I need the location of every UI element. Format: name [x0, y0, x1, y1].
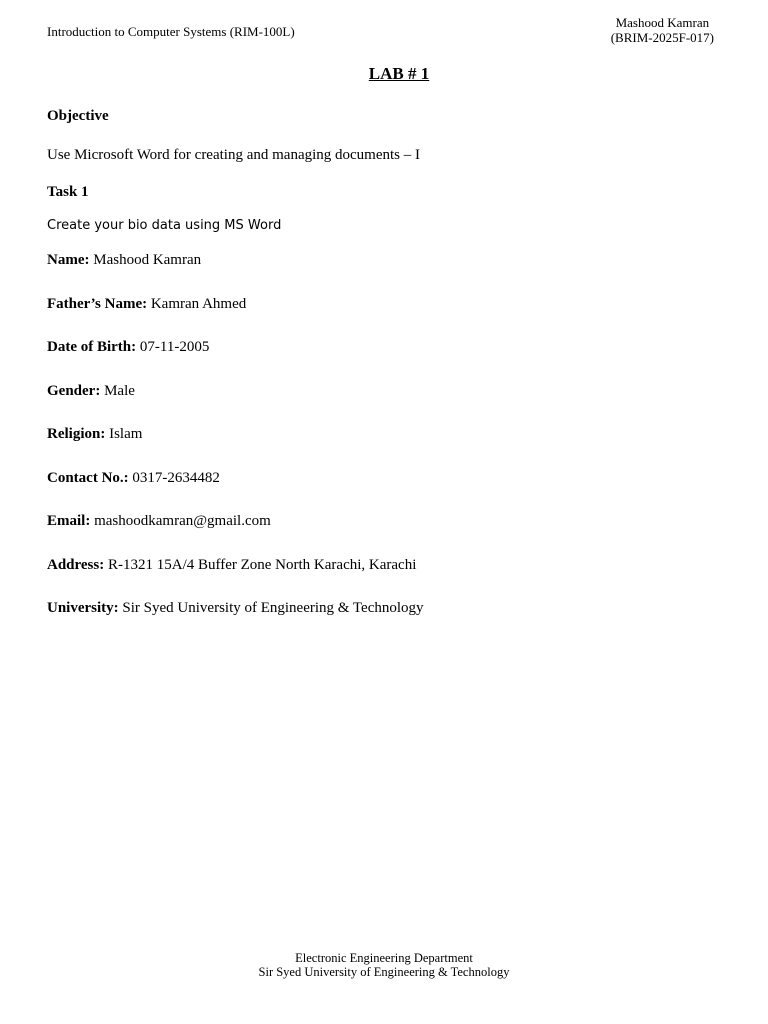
bio-value: R-1321 15A/4 Buffer Zone North Karachi, Karachi: [107, 556, 417, 573]
bio-value: Islam: [109, 426, 143, 442]
objective-heading: Objective: [47, 108, 109, 124]
bio-row-university: [47, 599, 424, 643]
bio-value: mashoodkamran@gmail.com: [94, 513, 271, 529]
bio-value: 07-11-2005: [139, 339, 210, 355]
page-footer: [0, 951, 768, 979]
bio-value: Sir Syed University of Engineering & Technology: [122, 600, 424, 616]
bio-label: Father’s Name:: [47, 295, 148, 312]
footer-university: Sir Syed University of Engineering & Technology: [258, 965, 510, 979]
lab-title: LAB # 1: [368, 64, 430, 83]
bio-row-email: [47, 512, 424, 556]
bio-row-address: [47, 556, 424, 600]
student-id: (BRIM-2025F-017): [610, 30, 714, 45]
footer-department: Electronic Engineering Department: [295, 951, 473, 965]
bio-label: Email:: [47, 513, 91, 529]
bio-label: Contact No.:: [47, 469, 129, 486]
bio-label: Gender:: [47, 382, 101, 399]
bio-label: Address:: [47, 556, 105, 573]
student-info: [611, 15, 714, 45]
bio-value: Male: [104, 382, 135, 399]
bio-label: Religion:: [47, 426, 106, 442]
bio-row-religion: [47, 425, 424, 469]
bio-row-contact: [47, 469, 424, 513]
bio-row-date-of-birth: [47, 338, 424, 382]
bio-row-fathers-name: [47, 295, 424, 339]
bio-data-list: [47, 251, 424, 643]
task-heading: Task 1: [47, 184, 89, 200]
bio-label: Date of Birth:: [47, 339, 137, 355]
bio-value: Kamran Ahmed: [150, 295, 247, 312]
bio-value: Mashood Kamran: [93, 252, 202, 268]
course-title: Introduction to Computer Systems (RIM-100L): [47, 24, 295, 39]
bio-label: Name:: [47, 252, 90, 268]
bio-value: 0317-2634482: [132, 469, 220, 486]
objective-text: Use Microsoft Word for creating and managing documents – I: [47, 147, 421, 163]
bio-label: University:: [47, 600, 119, 616]
task-text: Create your bio data using MS Word: [47, 218, 282, 233]
student-name: Mashood Kamran: [615, 15, 710, 30]
bio-row-name: [47, 251, 424, 295]
bio-row-gender: [47, 382, 424, 426]
